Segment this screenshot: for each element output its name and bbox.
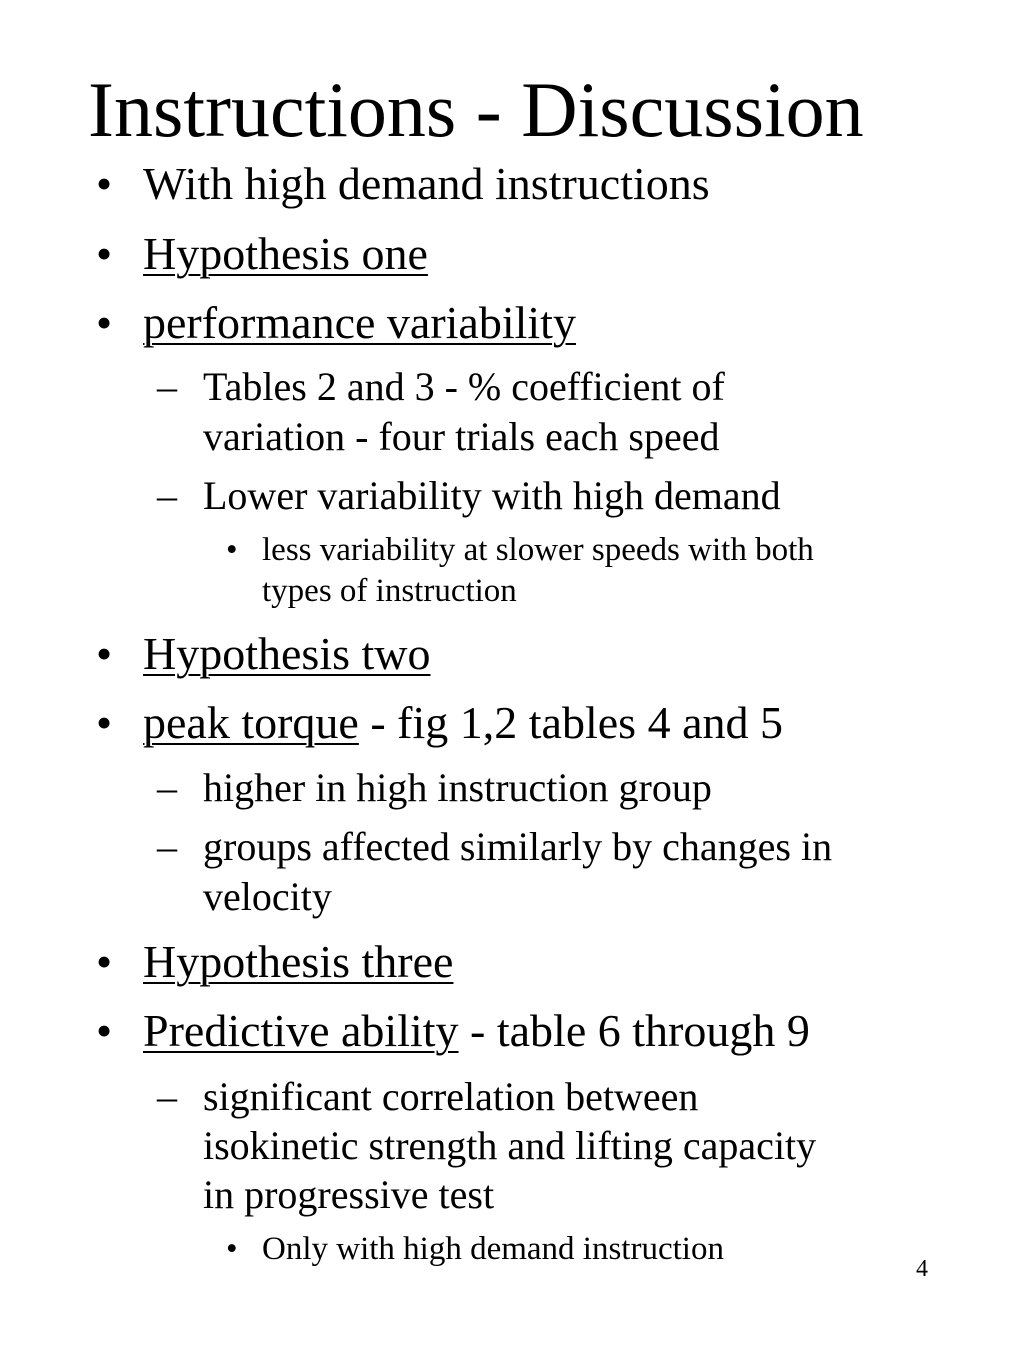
sub-item-line: velocity	[203, 874, 332, 919]
bullet-marker: •	[96, 697, 113, 748]
page-number: 4	[916, 1256, 928, 1282]
bullet-text: - fig 1,2 tables 4 and 5	[358, 697, 783, 748]
bullet-item	[143, 229, 428, 279]
bullet-text: - table 6 through 9	[458, 1005, 810, 1056]
bullet-heading: Predictive ability	[143, 1005, 459, 1056]
bullet-heading: Hypothesis two	[143, 628, 431, 679]
sub-item-line: Lower variability with high demand	[203, 473, 781, 518]
sub-item-line: higher in high instruction group	[203, 765, 712, 810]
bullet-marker: •	[96, 158, 113, 209]
bullet-heading: Hypothesis three	[143, 936, 454, 987]
bullet-item	[143, 937, 453, 987]
sub-item-line: variation - four trials each speed	[203, 414, 720, 459]
bullet-item	[143, 298, 576, 348]
sub-bullet-marker: •	[226, 1231, 238, 1267]
sub-item-line: groups affected similarly by changes in	[203, 824, 833, 869]
bullet-marker: •	[96, 628, 113, 679]
bullet-item	[143, 698, 783, 748]
dash-marker: –	[157, 473, 177, 518]
sub-item-line: significant correlation between	[203, 1074, 699, 1119]
sub-item-line: Tables 2 and 3 - % coefficient of	[203, 364, 725, 409]
dash-marker: –	[157, 765, 177, 810]
bullet-marker: •	[96, 936, 113, 987]
dash-marker: –	[157, 824, 177, 869]
sub-item-line: in progressive test	[203, 1172, 495, 1217]
bullet-heading: Hypothesis one	[143, 228, 428, 279]
bullet-item	[143, 1006, 810, 1056]
bullet-heading: peak torque	[143, 697, 359, 748]
bullet-marker: •	[96, 228, 113, 279]
bullet-marker: •	[96, 1005, 113, 1056]
bullet-marker: •	[96, 297, 113, 348]
dash-marker: –	[157, 1074, 177, 1119]
sub-bullet-marker: •	[226, 532, 238, 568]
slide-title: Instructions - Discussion	[88, 66, 864, 153]
sub-item-line: isokinetic strength and lifting capacity	[203, 1123, 817, 1168]
sub-sub-item-line: less variability at slower speeds with both	[262, 532, 814, 568]
bullet-item	[143, 159, 710, 209]
sub-sub-item-line: types of instruction	[262, 573, 517, 609]
bullet-heading: performance variability	[143, 297, 576, 348]
sub-sub-item-line: Only with high demand instruction	[262, 1231, 724, 1267]
bullet-item	[143, 629, 431, 679]
dash-marker: –	[157, 364, 177, 409]
bullet-text: With high demand instructions	[143, 158, 710, 209]
